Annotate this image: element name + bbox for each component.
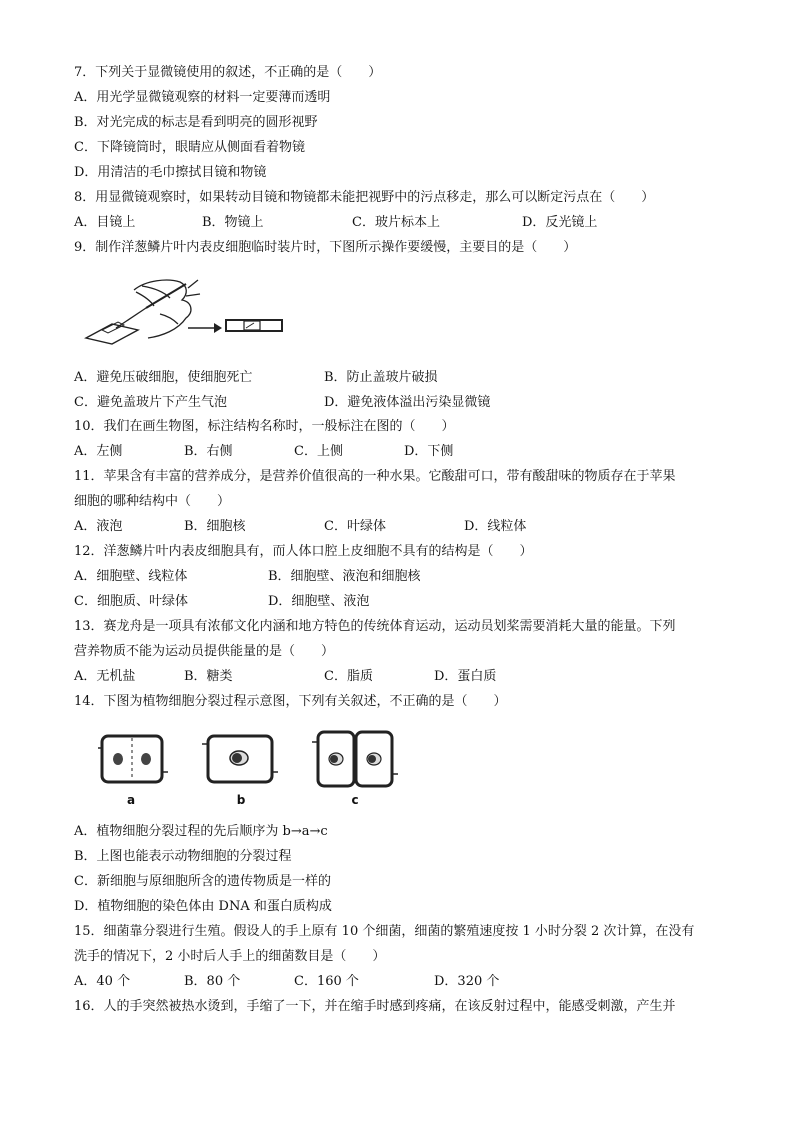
q14-stem: 14．下图为植物细胞分裂过程示意图，下列有关叙述，不正确的是（ ）	[74, 694, 507, 709]
cell-c	[312, 732, 398, 786]
q13-option-c: C．脂质	[324, 669, 373, 684]
q15-option-d: D．320 个	[434, 974, 500, 989]
q14-option-a: A．植物细胞分裂过程的先后顺序为 b→a→c	[74, 824, 328, 839]
figure-label-c: c	[351, 793, 359, 807]
q8-option-d: D．反光镜上	[522, 215, 598, 230]
q7-option-d: D．用清洁的毛巾擦拭目镜和物镜	[74, 165, 267, 180]
q7-option-a: A．用光学显微镜观察的材料一定要薄而透明	[74, 90, 331, 105]
q11-option-a: A．液泡	[74, 519, 123, 534]
q15-option-b: B．80 个	[184, 974, 241, 989]
q11-option-c: C．叶绿体	[324, 519, 386, 534]
q9-stem: 9．制作洋葱鳞片叶内表皮细胞临时装片时，下图所示操作要缓慢，主要目的是（ ）	[74, 240, 577, 255]
q15-option-a: A．40 个	[74, 974, 131, 989]
q8-option-b: B．物镜上	[202, 215, 264, 230]
cell-b	[202, 736, 278, 782]
q10-stem: 10．我们在画生物图，标注结构名称时，一般标注在图的（ ）	[74, 419, 455, 434]
q14-option-c: C．新细胞与原细胞所含的遗传物质是一样的	[74, 874, 331, 889]
q13-stem-line1: 13．赛龙舟是一项具有浓郁文化内涵和地方特色的传统体育运动，运动员划桨需要消耗大量的能量。下列	[74, 619, 676, 634]
q14-option-b: B．上图也能表示动物细胞的分裂过程	[74, 849, 292, 864]
q11-option-b: B．细胞核	[184, 519, 246, 534]
q10-option-a: A．左侧	[74, 444, 123, 459]
q9-option-a: A．避免压破细胞，使细胞死亡	[74, 370, 253, 385]
q13-option-d: D．蛋白质	[434, 669, 497, 684]
coverslip-operation-figure	[76, 272, 296, 358]
q9-option-c: C．避免盖玻片下产生气泡	[74, 395, 227, 410]
q8-option-a: A．目镜上	[74, 215, 136, 230]
q12-option-d: D．细胞壁、液泡	[268, 594, 370, 609]
q9-option-d: D．避免液体溢出污染显微镜	[324, 395, 491, 410]
q9-option-b: B．防止盖玻片破损	[324, 370, 438, 385]
q12-option-a: A．细胞壁、线粒体	[74, 569, 188, 584]
q15-option-c: C．160 个	[294, 974, 359, 989]
q12-stem: 12．洋葱鳞片叶内表皮细胞具有，而人体口腔上皮细胞不具有的结构是（ ）	[74, 544, 533, 559]
q14-option-d: D．植物细胞的染色体由 DNA 和蛋白质构成	[74, 899, 332, 914]
q13-option-a: A．无机盐	[74, 669, 136, 684]
q11-stem-line1: 11．苹果含有丰富的营养成分，是营养价值很高的一种水果。它酸甜可口，带有酸甜味的物质存在于苹果	[74, 469, 676, 484]
q10-option-c: C．上侧	[294, 444, 343, 459]
q8-stem: 8．用显微镜观察时，如果转动目镜和物镜都未能把视野中的污点移走，那么可以断定污点在（ ）	[74, 190, 655, 205]
q15-stem-line1: 15．细菌靠分裂进行生殖。假设人的手上原有 10 个细菌，细菌的繁殖速度按 1 小时分裂 2 次计算，在没有	[74, 924, 695, 939]
figure-label-a: a	[126, 793, 136, 807]
q7-stem: 7．下列关于显微镜使用的叙述，不正确的是（ ）	[74, 65, 382, 80]
q13-stem-line2: 营养物质不能为运动员提供能量的是（ ）	[74, 644, 335, 659]
q11-stem-line2: 细胞的哪种结构中（ ）	[74, 494, 231, 509]
q12-option-b: B．细胞壁、液泡和细胞核	[268, 569, 421, 584]
cell-a	[98, 736, 168, 782]
q15-stem-line2: 洗手的情况下，2 小时后人手上的细菌数目是（ ）	[74, 949, 386, 964]
q10-option-d: D．下侧	[404, 444, 454, 459]
q12-option-c: C．细胞质、叶绿体	[74, 594, 188, 609]
plant-cell-division-figure	[96, 728, 412, 812]
q11-option-d: D．线粒体	[464, 519, 527, 534]
q10-option-b: B．右侧	[184, 444, 233, 459]
q8-option-c: C．玻片标本上	[352, 215, 440, 230]
q16-stem: 16．人的手突然被热水烫到，手缩了一下，并在缩手时感到疼痛，在该反射过程中，能感受刺激，产生并	[74, 999, 676, 1014]
q7-option-c: C．下降镜筒时，眼睛应从侧面看着物镜	[74, 140, 305, 155]
figure-label-b: b	[236, 793, 246, 807]
q7-option-b: B．对光完成的标志是看到明亮的圆形视野	[74, 115, 318, 130]
q13-option-b: B．糖类	[184, 669, 233, 684]
